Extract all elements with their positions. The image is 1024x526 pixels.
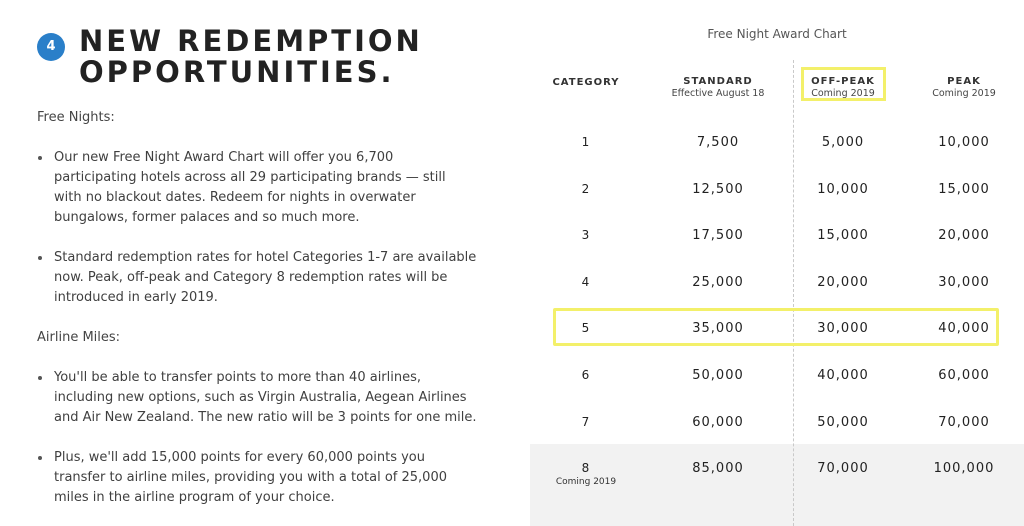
column-header-subtitle: Coming 2019 — [932, 88, 996, 99]
column-header-subtitle: Effective August 18 — [671, 88, 765, 99]
cell-category: 3 — [581, 228, 591, 242]
section-heading-row — [37, 26, 477, 92]
cell-peak: 20,000 — [938, 228, 990, 243]
redemption-section — [37, 24, 477, 505]
cell-category: 5 — [581, 321, 591, 335]
cell-peak: 70,000 — [938, 415, 990, 430]
cell-peak: 60,000 — [938, 368, 990, 383]
cell-standard: 25,000 — [692, 275, 744, 290]
step-number-badge: 4 — [37, 33, 65, 61]
list-item: Standard redemption rates for hotel Categories 1-7 are available now. Peak, off-peak and Category 8 redemption rates will be introduced in early 2019. — [37, 248, 477, 308]
cell-off-peak: 15,000 — [817, 228, 869, 243]
cell-standard: 7,500 — [696, 135, 740, 150]
column-header-category — [530, 77, 642, 89]
category-note: Coming 2019 — [555, 477, 617, 487]
section-title — [79, 26, 423, 88]
section-title-line-1: NEW REDEMPTION — [79, 24, 423, 58]
cell-off-peak: 20,000 — [817, 275, 869, 290]
cell-standard: 12,500 — [692, 182, 744, 197]
section-title-line-2: OPPORTUNITIES. — [79, 55, 395, 89]
free-nights-list — [37, 148, 477, 308]
cell-peak: 15,000 — [938, 182, 990, 197]
column-header-label: PEAK — [947, 76, 981, 87]
cell-standard: 85,000 — [692, 461, 744, 476]
cell-peak: 30,000 — [938, 275, 990, 290]
free-night-award-chart — [530, 0, 1024, 526]
column-header-label: CATEGORY — [552, 77, 620, 88]
cell-off-peak: 40,000 — [817, 368, 869, 383]
column-header-label: OFF-PEAK — [811, 76, 875, 87]
column-header-peak — [914, 76, 1014, 100]
free-nights-label: Free Nights: — [37, 110, 115, 125]
cell-off-peak: 10,000 — [817, 182, 869, 197]
column-divider — [793, 60, 794, 526]
cell-standard: 60,000 — [692, 415, 744, 430]
cell-category: 8 — [581, 461, 591, 475]
cell-peak: 100,000 — [933, 461, 995, 476]
category-5-highlight — [553, 308, 999, 346]
cell-standard: 17,500 — [692, 228, 744, 243]
cell-peak: 40,000 — [938, 321, 990, 336]
list-item: You'll be able to transfer points to more than 40 airlines, including new options, such as Virgin Australia, Aegean Airlines and Air New Zealand. The new ratio will be 3 points for one mile. — [37, 368, 477, 428]
chart-title: Free Night Award Chart — [707, 27, 847, 41]
column-header-standard — [662, 76, 774, 100]
cell-standard: 35,000 — [692, 321, 744, 336]
cell-peak: 10,000 — [938, 135, 990, 150]
column-header-label: STANDARD — [683, 76, 753, 87]
cell-off-peak: 30,000 — [817, 321, 869, 336]
cell-off-peak: 50,000 — [817, 415, 869, 430]
cell-category: 7 — [581, 415, 591, 429]
list-item: Our new Free Night Award Chart will offer you 6,700 participating hotels across all 29 participating brands — still with no blackout dates. Redeem for nights in overwater bungalows, former palaces and so much more. — [37, 148, 477, 228]
cell-category: 1 — [581, 135, 591, 149]
cell-off-peak: 70,000 — [817, 461, 869, 476]
list-item: Plus, we'll add 15,000 points for every 60,000 points you transfer to airline miles, providing you with a total of 25,000 miles in the airline program of your choice. — [37, 448, 477, 508]
airline-miles-label: Airline Miles: — [37, 330, 121, 345]
column-header-subtitle: Coming 2019 — [811, 88, 875, 99]
cell-category: 4 — [581, 275, 591, 289]
cell-standard: 50,000 — [692, 368, 744, 383]
off-peak-highlight — [801, 67, 886, 101]
cell-off-peak: 5,000 — [821, 135, 865, 150]
airline-miles-list — [37, 368, 477, 508]
cell-category: 6 — [581, 368, 591, 382]
cell-category: 2 — [581, 182, 591, 196]
